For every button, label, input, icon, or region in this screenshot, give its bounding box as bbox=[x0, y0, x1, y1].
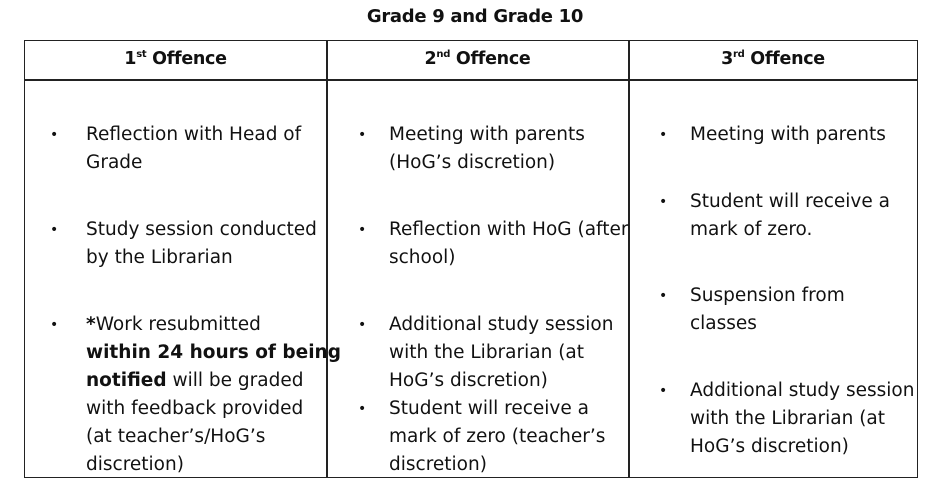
list-item: Meeting with parents (HoG’s discretion) bbox=[389, 124, 585, 173]
bullet-icon: • bbox=[659, 383, 668, 399]
list-item: *Work resubmitted within 24 hours of being notified will be graded with feedback provided (at teacher’s/HoG’s discretion) bbox=[86, 314, 341, 475]
page-title: Grade 9 and Grade 10 bbox=[366, 6, 584, 27]
list-item: Additional study session with the Librarian (at HoG’s discretion) bbox=[389, 314, 614, 391]
offence-table bbox=[24, 40, 918, 478]
list-item: Student will receive a mark of zero. bbox=[690, 191, 890, 240]
bullet-icon: • bbox=[659, 127, 668, 143]
list-item: Suspension from classes bbox=[690, 285, 845, 334]
bullet-icon: • bbox=[358, 401, 367, 417]
bullet-icon: • bbox=[659, 288, 668, 304]
list-item: Study session conducted by the Librarian bbox=[86, 219, 317, 268]
header-divider bbox=[25, 79, 917, 81]
list-item: Reflection with HoG (after school) bbox=[389, 219, 629, 268]
header-third-offence: 3rd Offence bbox=[721, 49, 825, 69]
bullet-icon: • bbox=[358, 317, 367, 333]
bullet-icon: • bbox=[50, 222, 59, 238]
list-item: Meeting with parents bbox=[690, 124, 886, 145]
list-item: Additional study session with the Librarian (at HoG’s discretion) bbox=[690, 380, 915, 457]
bullet-icon: • bbox=[50, 127, 59, 143]
bullet-icon: • bbox=[50, 317, 59, 333]
bullet-icon: • bbox=[358, 222, 367, 238]
bullet-icon: • bbox=[659, 194, 668, 210]
header-second-offence: 2nd Offence bbox=[424, 49, 531, 69]
list-item: Reflection with Head of Grade bbox=[86, 124, 302, 173]
header-first-offence: 1st Offence bbox=[124, 49, 227, 69]
list-item: Student will receive a mark of zero (teacher’s discretion) bbox=[389, 398, 606, 475]
bullet-icon: • bbox=[358, 127, 367, 143]
